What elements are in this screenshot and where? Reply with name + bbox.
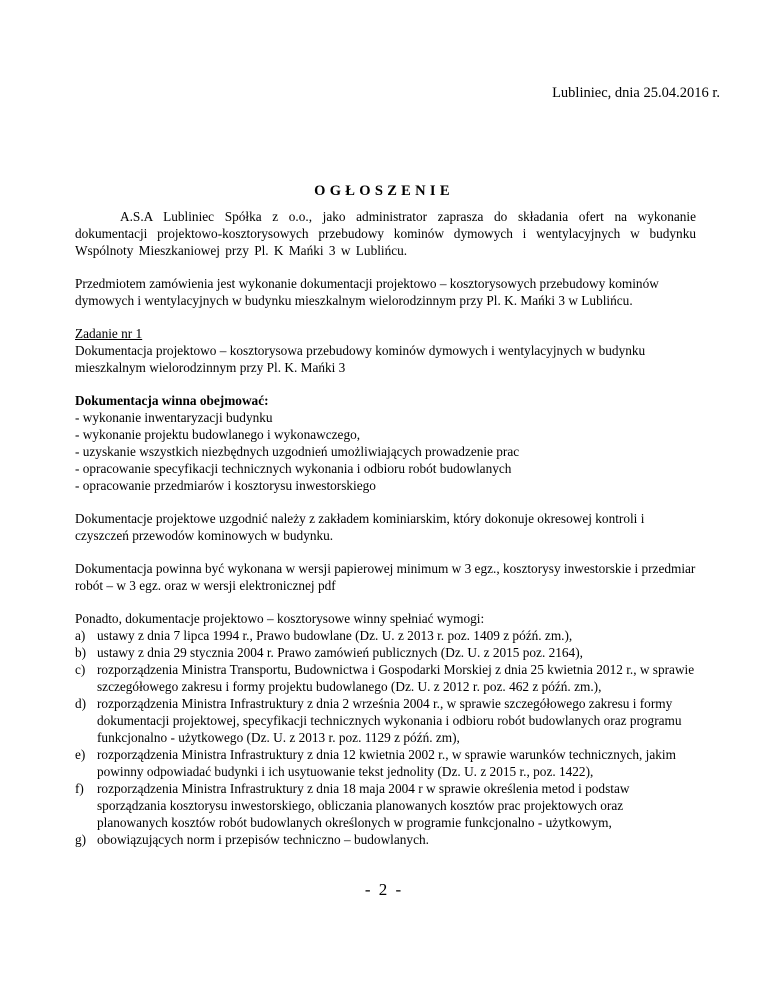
list-marker: g) [75, 832, 87, 847]
list-marker: f) [75, 781, 84, 796]
format-paragraph: Dokumentacja powinna być wykonana w wersji papierowej minimum w 3 egz., kosztorysy inwestorskie i przedmiar robót – w 3 egz. oraz w wersji elektronicznej pdf [75, 561, 696, 593]
list-item [75, 831, 696, 848]
list-marker: d) [75, 696, 87, 711]
requirements-intro: Ponadto, dokumentacje projektowo – kosztorysowe winny spełniać wymogi: [75, 611, 485, 626]
requirements-list [75, 627, 696, 848]
task-section [75, 325, 696, 376]
list-marker: a) [75, 628, 86, 643]
list-item-text: obowiązujących norm i przepisów techniczno – budowlanych. [97, 832, 429, 847]
list-item [75, 746, 696, 780]
page-number: - 2 - [364, 880, 404, 899]
subject-paragraph: Przedmiotem zamówienia jest wykonanie dokumentacji projektowo – kosztorysowych przebudowy kominów dymowych i wentylacyjnych w budynku mieszkalnym wielorodzinnym przy Pl. K. Mańki 3 w Lublińcu. [75, 276, 659, 308]
list-item [75, 780, 696, 831]
list-item: - uzyskanie wszystkich niezbędnych uzgodnień umożliwiających prowadzenie prac [75, 444, 520, 459]
list-item-text: rozporządzenia Ministra Transportu, Budownictwa i Gospodarki Morskiej z dnia 25 kwietnia 2012 r., w sprawie szczegółowego zakresu i formy projektu budowlanego (Dz. U. z 2012 r. poz. 462 z późń. zm.), [97, 662, 695, 694]
list-item: - wykonanie inwentaryzacji budynku [75, 410, 273, 425]
list-item: - opracowanie przedmiarów i kosztorysu inwestorskiego [75, 478, 376, 493]
list-item-text: rozporządzenia Ministra Infrastruktury z dnia 2 września 2004 r., w sprawie szczegółowego zakresu i formy dokumentacji projektowej, specyfikacji technicznych wykonania i odbioru robót budowlanych oraz programu funkcjonalno - użytkowego (Dz. U. z 2013 r. poz. 1129 z późń. zm), [97, 696, 682, 745]
agreement-paragraph: Dokumentacje projektowe uzgodnić należy z zakładem kominiarskim, który dokonuje okresowej kontroli i czyszczeń przewodów kominowych w budynku. [75, 511, 645, 543]
scope-heading: Dokumentacja winna obejmować: [75, 393, 269, 408]
list-item-text: rozporządzenia Ministra Infrastruktury z dnia 18 maja 2004 r w sprawie określenia metod i podstaw sporządzania kosztorysu inwestorskiego, obliczania planowanych kosztów prac projektowych oraz planowanych kosztów robót budowlanych określonych w programie funkcjonalno - użytkowym, [97, 781, 630, 830]
list-item: - opracowanie specyfikacji technicznych wykonania i odbioru robót budowlanych [75, 461, 512, 476]
list-item [75, 695, 696, 746]
list-marker: e) [75, 747, 86, 762]
task-heading: Zadanie nr 1 [75, 326, 143, 341]
list-item [75, 627, 696, 644]
document-title: OGŁOSZENIE [314, 183, 454, 199]
task-description: Dokumentacja projektowo – kosztorysowa przebudowy kominów dymowych i wentylacyjnych w budynku mieszkalnym wielorodzinnym przy Pl. K. Mańki 3 [75, 343, 646, 375]
list-item-text: ustawy z dnia 7 lipca 1994 r., Prawo budowlane (Dz. U. z 2013 r. poz. 1409 z późń. zm.), [97, 628, 573, 643]
document-body [75, 208, 696, 848]
list-item [75, 661, 696, 695]
scope-list [75, 409, 696, 494]
list-marker: b) [75, 645, 87, 660]
list-item: - wykonanie projektu budowlanego i wykonawczego, [75, 427, 361, 442]
date-line: Lubliniec, dnia 25.04.2016 r. [552, 85, 720, 101]
list-item-text: rozporządzenia Ministra Infrastruktury z dnia 12 kwietnia 2002 r., w sprawie warunków technicznych, jakim powinny odpowiadać budynki i ich usytuowanie tekst jednolity (Dz. U. z 2015 r., poz. 1422), [97, 747, 676, 779]
intro-paragraph: A.S.A Lubliniec Spółka z o.o., jako administrator zaprasza do składania ofert na wykonanie dokumentacji projektowo-kosztorysowych przebudowy kominów dymowych i wentylacyjnych w budynku Wspólnoty Mieszkaniowej przy Pl. K Mańki 3 w Lublińcu. [75, 209, 696, 258]
list-item [75, 644, 696, 661]
list-item-text: ustawy z dnia 29 stycznia 2004 r. Prawo zamówień publicznych (Dz. U. z 2015 poz. 2164), [97, 645, 583, 660]
list-marker: c) [75, 662, 86, 677]
